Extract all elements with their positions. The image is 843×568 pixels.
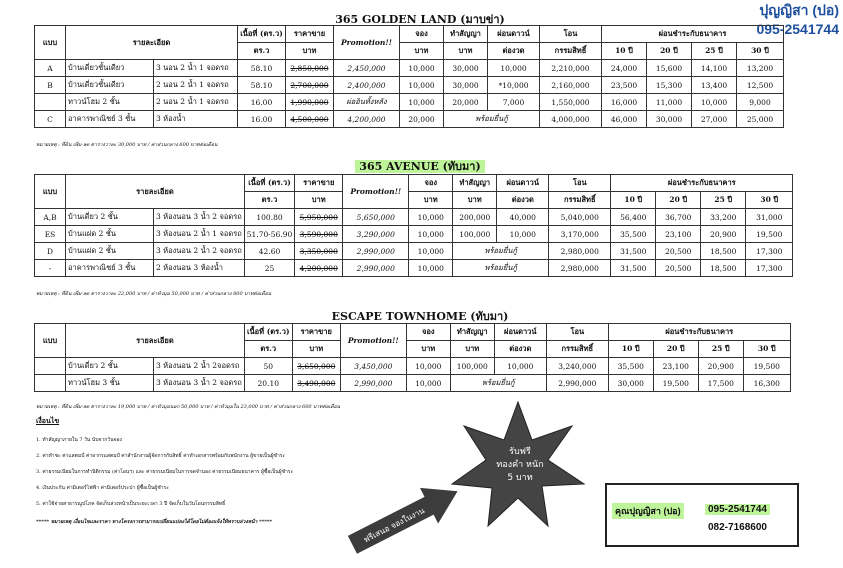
table-row	[35, 209, 793, 226]
promo-star-line-1: รับฟรี	[509, 447, 531, 457]
sale-price: 4,500,000	[286, 111, 334, 128]
installment-value: 10,000	[692, 94, 737, 111]
header-ownership: กรรมสิทธิ์	[540, 43, 602, 60]
header-year: 10 ปี	[602, 43, 647, 60]
header-promotion: Promotion!!	[334, 26, 400, 60]
installment-value: 30,000	[647, 111, 692, 128]
down-payment: *10,000	[488, 77, 540, 94]
contact-box	[605, 483, 799, 547]
installment-value: 20,900	[698, 358, 743, 375]
installment-value: 18,500	[701, 243, 746, 260]
sale-price: 3,350,000	[295, 243, 343, 260]
table-header-row	[35, 26, 784, 43]
conditions-title: เงื่อนไข	[36, 416, 60, 425]
area-value: 25	[244, 260, 294, 277]
header-booking: จอง	[400, 26, 444, 43]
contract-fee: 20,000	[444, 94, 488, 111]
section-title-avenue: 365 AVENUE (ทับมา)	[300, 157, 540, 175]
header-booking-unit: บาท	[406, 341, 450, 358]
house-detail: 3 ห้องนอน 2 น้ำ 2 จอดรถ	[154, 243, 245, 260]
sale-price: 2,850,000	[286, 60, 334, 77]
header-year: 30 ปี	[743, 341, 790, 358]
installment-value: 17,300	[746, 243, 793, 260]
header-year: 10 ปี	[608, 341, 653, 358]
promotion-price: 2,400,000	[334, 77, 400, 94]
contact-name: คุณปุญญิสา (ปอ)	[612, 503, 684, 519]
area-value: 16.00	[238, 94, 286, 111]
house-name: บ้านเดี่ยวชั้นเดียว	[66, 77, 154, 94]
header-contract: ทำสัญญา	[444, 26, 488, 43]
sale-price: 5,950,000	[295, 209, 343, 226]
booking-fee: 10,000	[406, 358, 450, 375]
house-name: ทาวน์โฮม 2 ชั้น	[66, 94, 154, 111]
area-value: 58.10	[238, 60, 286, 77]
table-row	[35, 358, 791, 375]
table-row	[35, 60, 784, 77]
unit-type: C	[35, 111, 66, 128]
house-detail: 2 ห้องนอน 3 ห้องน้ำ	[154, 260, 245, 277]
house-name: บ้านเดี่ยว 2 ชั้น	[66, 358, 154, 375]
sale-price: 1,990,000	[286, 94, 334, 111]
promotion-price: 2,990,000	[343, 260, 409, 277]
header-area-unit: ตร.ว	[238, 43, 286, 60]
promotion-price: 2,450,000	[334, 60, 400, 77]
unit-type: ES	[35, 226, 66, 243]
promo-star-line-3: 5 บาท	[507, 473, 533, 483]
down-payment: 10,000	[488, 60, 540, 77]
contact-phone-2: 082-7168600	[708, 522, 767, 533]
header-down: ผ่อนดาวน์	[497, 175, 549, 192]
header-down: ผ่อนดาวน์	[488, 26, 540, 43]
header-loan: โอน	[546, 324, 608, 341]
header-year: 20 ปี	[656, 192, 701, 209]
contract-fee: 30,000	[444, 77, 488, 94]
installment-value: 23,500	[602, 77, 647, 94]
contract-fee: 100,000	[450, 358, 494, 375]
header-bank: ผ่อนชำระกับธนาคาร	[602, 26, 784, 43]
header-promotion: Promotion!!	[343, 175, 409, 209]
sale-price: 3,650,000	[292, 358, 340, 375]
booking-fee: 20,000	[400, 111, 444, 128]
installment-value: 31,500	[611, 260, 656, 277]
loan-amount: 2,160,000	[540, 77, 602, 94]
sale-price: 4,200,000	[295, 260, 343, 277]
header-price: ราคาขาย	[286, 26, 334, 43]
down-payment: 10,000	[494, 358, 546, 375]
header-loan: โอน	[549, 175, 611, 192]
installment-value: 35,500	[611, 226, 656, 243]
installment-value: 17,500	[698, 375, 743, 392]
header-area: เนื้อที่ (ตร.ว)	[244, 324, 292, 341]
header-booking: จอง	[406, 324, 450, 341]
house-name: บ้านแฝด 2 ชั้น	[66, 226, 154, 243]
header-bank: ผ่อนชำระกับธนาคาร	[611, 175, 793, 192]
promotion-price: 5,650,000	[343, 209, 409, 226]
installment-value: 15,300	[647, 77, 692, 94]
table-row	[35, 77, 784, 94]
house-detail: 3 ห้องนอน 2 น้ำ 1 จอดรถ	[154, 226, 245, 243]
header-loan: โอน	[540, 26, 602, 43]
condition-item: 3. ค่าธรรมเนียมในการทำนิติกรรม (ค่าโอนฯ) และ ค่าธรรมเนียมในการจดจำนอง ค่าธรรมเนียมธนาคาร ผู้ซื้อเป็นผู้ชำระ	[36, 469, 294, 475]
header-down-unit: ต่องวด	[497, 192, 549, 209]
table-row	[35, 375, 791, 392]
booking-fee: 10,000	[409, 209, 453, 226]
installment-value: 13,200	[737, 60, 784, 77]
area-value: 42.60	[244, 243, 294, 260]
unit-type	[35, 375, 66, 392]
house-name: ทาวน์โฮม 3 ชั้น	[66, 375, 154, 392]
loan-amount: 2,210,000	[540, 60, 602, 77]
header-down-unit: ต่องวด	[494, 341, 546, 358]
installment-value: 16,000	[602, 94, 647, 111]
table-row	[35, 226, 793, 243]
header-year: 10 ปี	[611, 192, 656, 209]
contract-note: พร้อมยื่นกู้	[450, 375, 546, 392]
contract-note: พร้อมยื่นกู้	[444, 111, 540, 128]
loan-amount: 3,170,000	[549, 226, 611, 243]
house-name: บ้านเดี่ยว 2 ชั้น	[66, 209, 154, 226]
installment-value: 20,500	[656, 243, 701, 260]
contract-note: พร้อมยื่นกู้	[453, 260, 549, 277]
sale-price: 2,700,000	[286, 77, 334, 94]
house-detail: 3 ห้องนอน 3 น้ำ 2 จอดรถ	[154, 209, 245, 226]
note-escape: หมายเหตุ : ที่ดิน เพิ่ม-ลด ตารางวาละ 19,000 บาท / ค่าหัวมุมนอก 50,000 บาท / ค่าหัวมุมใน 23,000 บาท / ค่าส่วนกลาง 600 บาทต่อเดือน	[36, 404, 341, 410]
header-type: แบบ	[35, 175, 66, 209]
house-name: อาคารพาณิชย์ 3 ชั้น	[66, 111, 154, 128]
header-contract-unit: บาท	[453, 192, 497, 209]
contract-fee: 30,000	[444, 60, 488, 77]
loan-amount: 2,990,000	[546, 375, 608, 392]
section-title-golden-land: 365 GOLDEN LAND (มาบข่า)	[335, 13, 505, 26]
installment-value: 17,300	[746, 260, 793, 277]
note-golden-land: หมายเหตุ : ที่ดิน เพิ่ม-ลด ตารางวาละ 30,000 บาท / ค่าส่วนกลาง 600 บาทต่อเดือน	[36, 142, 218, 148]
loan-amount: 5,040,000	[549, 209, 611, 226]
header-down-unit: ต่องวด	[488, 43, 540, 60]
header-price: ราคาขาย	[295, 175, 343, 192]
installment-value: 23,100	[656, 226, 701, 243]
header-booking-unit: บาท	[409, 192, 453, 209]
header-area: เนื้อที่ (ตร.ว)	[238, 26, 286, 43]
header-year: 25 ปี	[701, 192, 746, 209]
promo-star-line-2: ทองคำ หนัก	[496, 460, 544, 470]
installment-value: 27,000	[692, 111, 737, 128]
promotion-price: ผ่ออินทั้งหลัง	[334, 94, 400, 111]
condition-item: 1. ทำสัญญาภายใน 7 วัน นับจากวันจอง	[36, 437, 122, 443]
header-contract-unit: บาท	[444, 43, 488, 60]
table-row	[35, 111, 784, 128]
installment-value: 15,600	[647, 60, 692, 77]
table-row	[35, 94, 784, 111]
area-value: 100.80	[244, 209, 294, 226]
loan-amount: 4,000,000	[540, 111, 602, 128]
corner-phone: 095-2541744	[756, 21, 839, 37]
installment-value: 20,500	[656, 260, 701, 277]
installment-value: 18,500	[701, 260, 746, 277]
header-year: 25 ปี	[692, 43, 737, 60]
header-price: ราคาขาย	[292, 324, 340, 341]
header-contract-unit: บาท	[450, 341, 494, 358]
installment-value: 36,700	[656, 209, 701, 226]
header-ownership: กรรมสิทธิ์	[546, 341, 608, 358]
installment-value: 13,400	[692, 77, 737, 94]
booking-fee: 10,000	[409, 226, 453, 243]
header-details: รายละเอียด	[66, 175, 245, 209]
area-value: 20.10	[244, 375, 292, 392]
area-value: 16.00	[238, 111, 286, 128]
house-detail: 2 นอน 2 น้ำ 1 จอดรถ	[154, 94, 238, 111]
booking-fee: 10,000	[400, 94, 444, 111]
header-price-unit: บาท	[286, 43, 334, 60]
header-price-unit: บาท	[295, 192, 343, 209]
installment-value: 19,500	[746, 226, 793, 243]
loan-amount: 2,980,000	[549, 243, 611, 260]
contract-fee: 200,000	[453, 209, 497, 226]
down-payment: 40,000	[497, 209, 549, 226]
section-title-escape: ESCAPE TOWNHOME (ทับมา)	[331, 310, 509, 323]
header-area-unit: ตร.ว	[244, 341, 292, 358]
arrow-text: ฟรีเสนอ จองในงาน	[362, 506, 427, 545]
header-details: รายละเอียด	[66, 26, 238, 60]
house-detail: 2 นอน 2 น้ำ 1 จอดรถ	[154, 77, 238, 94]
installment-value: 11,000	[647, 94, 692, 111]
promotion-price: 3,450,000	[340, 358, 406, 375]
contract-fee: 100,000	[453, 226, 497, 243]
unit-type: D	[35, 243, 66, 260]
header-price-unit: บาท	[292, 341, 340, 358]
promo-arrow	[340, 478, 470, 558]
booking-fee: 10,000	[400, 77, 444, 94]
installment-value: 46,000	[602, 111, 647, 128]
note-avenue: หมายเหตุ : ที่ดิน เพิ่ม-ลด ตารางวาละ 22,000 บาท / ค่าหัวมุม 50,000 บาท / ค่าส่วนกลาง 800 บาทต่อเดือน	[36, 291, 272, 297]
house-detail: 3 นอน 2 น้ำ 1 จอดรถ	[154, 60, 238, 77]
contract-note: พร้อมยื่นกู้	[453, 243, 549, 260]
table-header-row	[35, 324, 791, 341]
area-value: 51.70-56.90	[244, 226, 294, 243]
condition-item: 5. ค่าใช้จ่ายสาธารณูปโภค จัดเก็บล่วงหน้าเป็นระยะเวลา 3 ปี จัดเก็บในวันโอนกรรมสิทธิ์	[36, 501, 226, 507]
installment-value: 19,500	[653, 375, 698, 392]
header-contract: ทำสัญญา	[453, 175, 497, 192]
table-row	[35, 243, 793, 260]
down-payment: 10,000	[497, 226, 549, 243]
contact-phone-1: 095-2541744	[705, 504, 770, 515]
condition-item: 4. เงินประกัน ค่ามิเตอร์ไฟฟ้า ค่ามิเตอร์ประปา ผู้ซื้อเป็นผู้ชำระ	[36, 485, 169, 491]
area-value: 50	[244, 358, 292, 375]
unit-type	[35, 94, 66, 111]
unit-type: B	[35, 77, 66, 94]
house-name: อาคารพาณิชย์ 3 ชั้น	[66, 260, 154, 277]
unit-type: -	[35, 260, 66, 277]
unit-type: A,B	[35, 209, 66, 226]
installment-value: 16,300	[743, 375, 790, 392]
installment-value: 12,500	[737, 77, 784, 94]
installment-value: 30,000	[608, 375, 653, 392]
booking-fee: 10,000	[409, 260, 453, 277]
promotion-price: 3,290,000	[343, 226, 409, 243]
header-type: แบบ	[35, 324, 66, 358]
installment-value: 9,000	[737, 94, 784, 111]
header-year: 20 ปี	[647, 43, 692, 60]
sale-price: 3,590,000	[295, 226, 343, 243]
price-table-avenue	[34, 174, 793, 277]
header-year: 20 ปี	[653, 341, 698, 358]
header-details: รายละเอียด	[66, 324, 245, 358]
installment-value: 19,500	[743, 358, 790, 375]
promotion-price: 2,990,000	[343, 243, 409, 260]
price-table-escape	[34, 323, 791, 392]
house-name: บ้านเดี่ยวชั้นเดียว	[66, 60, 154, 77]
house-detail: 3 ห้องนอน 3 น้ำ 2 จอดรถ	[154, 375, 245, 392]
price-table-golden-land	[34, 25, 784, 128]
header-booking-unit: บาท	[400, 43, 444, 60]
header-year: 30 ปี	[746, 192, 793, 209]
installment-value: 20,900	[701, 226, 746, 243]
header-area: เนื้อที่ (ตร.ว)	[244, 175, 294, 192]
loan-amount: 1,550,000	[540, 94, 602, 111]
installment-value: 31,000	[746, 209, 793, 226]
header-booking: จอง	[409, 175, 453, 192]
unit-type: A	[35, 60, 66, 77]
header-area-unit: ตร.ว	[244, 192, 294, 209]
installment-value: 25,000	[737, 111, 784, 128]
house-detail: 3 ห้องน้ำ	[154, 111, 238, 128]
promotion-price: 4,200,000	[334, 111, 400, 128]
header-bank: ผ่อนชำระกับธนาคาร	[608, 324, 790, 341]
house-detail: 3 ห้องนอน 2 น้ำ 2จอดรถ	[154, 358, 245, 375]
loan-amount: 2,980,000	[549, 260, 611, 277]
conditions-footer: ***** หมายเหตุ เงื่อนไขและราคา ทางโครงการสามารถเปลี่ยนแปลงได้โดยไม่ต้องแจ้งให้ทราบล่วงหน้า *****	[36, 519, 273, 525]
house-name: บ้านแฝด 2 ชั้น	[66, 243, 154, 260]
promotion-price: 2,990,000	[340, 375, 406, 392]
installment-value: 24,000	[602, 60, 647, 77]
sale-price: 3,490,000	[292, 375, 340, 392]
header-contract: ทำสัญญา	[450, 324, 494, 341]
installment-value: 14,100	[692, 60, 737, 77]
table-header-row	[35, 175, 793, 192]
installment-value: 23,100	[653, 358, 698, 375]
header-down: ผ่อนดาวน์	[494, 324, 546, 341]
installment-value: 35,500	[608, 358, 653, 375]
area-value: 58.10	[238, 77, 286, 94]
installment-value: 56,400	[611, 209, 656, 226]
header-year: 25 ปี	[698, 341, 743, 358]
header-ownership: กรรมสิทธิ์	[549, 192, 611, 209]
booking-fee: 10,000	[406, 375, 450, 392]
corner-name: ปุญญิสา (ปอ)	[759, 2, 839, 18]
installment-value: 33,200	[701, 209, 746, 226]
header-type: แบบ	[35, 26, 66, 60]
loan-amount: 3,240,000	[546, 358, 608, 375]
installment-value: 31,500	[611, 243, 656, 260]
table-row	[35, 260, 793, 277]
header-promotion: Promotion!!	[340, 324, 406, 358]
unit-type	[35, 358, 66, 375]
header-year: 30 ปี	[737, 43, 784, 60]
booking-fee: 10,000	[409, 243, 453, 260]
condition-item: 2. ค่าทำชะ ค่าแสตมป์ ค่าอากรแสตมป์ ค่าสำนักงานผู้จัดการกับสิทธิ์ ค่าทำเอกสารพร้อมกับพนักงาน ผู้ขายเป็นผู้ชำระ	[36, 453, 286, 459]
booking-fee: 10,000	[400, 60, 444, 77]
down-payment: 7,000	[488, 94, 540, 111]
